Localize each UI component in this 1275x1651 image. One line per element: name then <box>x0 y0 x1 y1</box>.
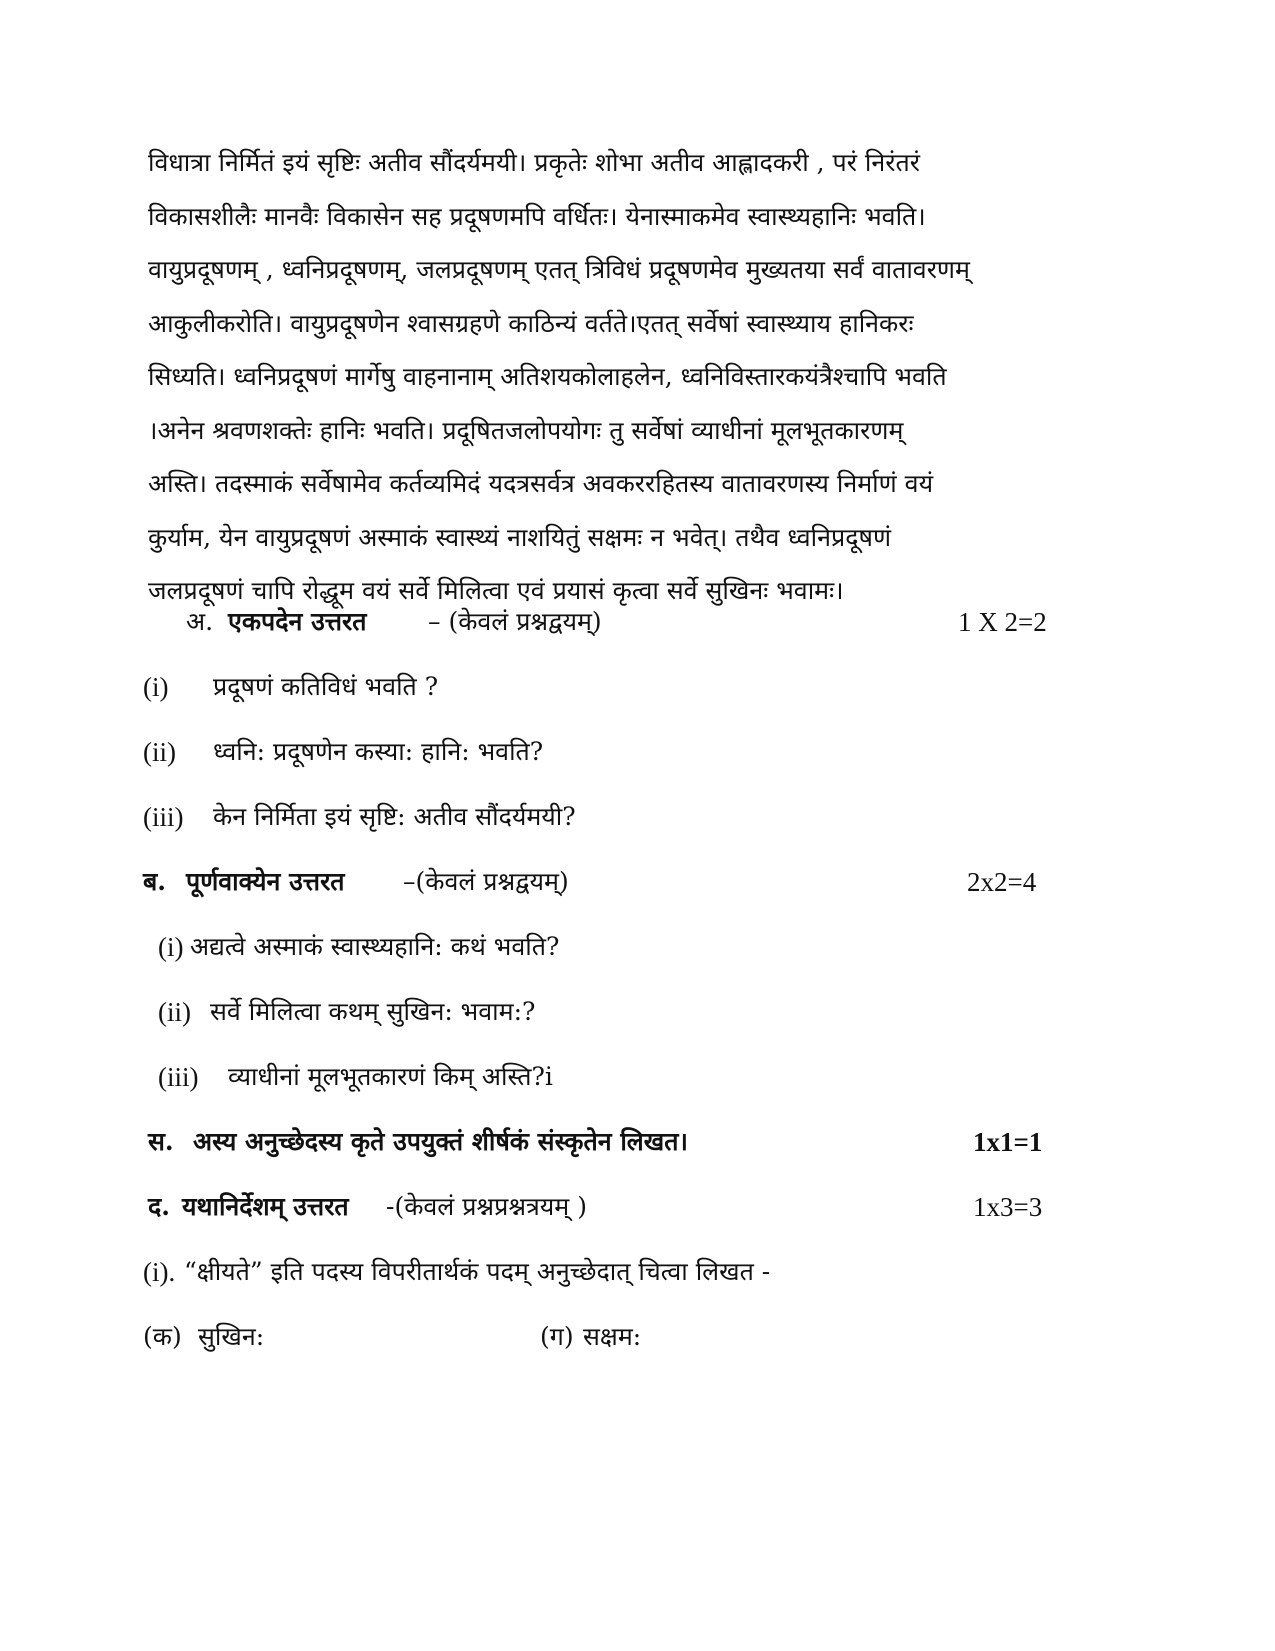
section-c-marks: 1x1=1 <box>973 1127 1043 1157</box>
section-d-note: -(केवलं प्रश्नप्रश्नत्रयम् ) <box>386 1192 587 1221</box>
question-item <box>0 990 1275 1034</box>
question-number: (i) <box>143 672 169 702</box>
section-a-prefix: अ. <box>186 607 214 636</box>
options-row <box>0 1315 1275 1359</box>
passage-line: अस्ति। तदस्माकं सर्वेषामेव कर्तव्यमिदं यदत्रसर्वत्र अवकररहितस्य वातावरणस्य निर्माणं वयं <box>148 469 934 498</box>
section-d-title: यथानिर्देशम् उत्तरत <box>182 1192 349 1221</box>
section-c-title: अस्य अनुच्छेदस्य कृते उपयुक्तं शीर्षकं संस्कृतेन लिखत। <box>193 1127 688 1156</box>
question-text: ध्वनि: प्रदूषणेन कस्या: हानि: भवति? <box>213 737 544 766</box>
option-text: सुखिन: <box>198 1322 265 1351</box>
question-item <box>0 1250 1275 1294</box>
section-d-heading <box>0 1185 1275 1229</box>
question-number: (i) <box>158 932 184 962</box>
question-item <box>0 665 1275 709</box>
section-d-prefix: द. <box>148 1192 170 1221</box>
passage-line: आकुलीकरोति। वायुप्रदूषणेन श्वासग्रहणे काठिन्यं वर्तते।एतत् सर्वेषां स्वास्थ्याय हानिकरः <box>148 308 914 338</box>
question-text: केन निर्मिता इयं सृष्टि: अतीव सौंदर्यमयी? <box>213 802 576 831</box>
option-label: (ग) <box>540 1322 574 1351</box>
section-d-marks: 1x3=3 <box>973 1192 1043 1222</box>
question-item <box>0 925 1275 969</box>
passage <box>148 143 1123 625</box>
passage-line: विधात्रा निर्मितं इयं सृष्टिः अतीव सौंदर्यमयी। प्रकृतेः शोभा अतीव आह्लादकरी , परं निरंतरं <box>148 148 920 177</box>
question-number: (iii) <box>143 802 184 832</box>
section-a-marks: 1 X 2=2 <box>958 607 1047 637</box>
question-number: (i). <box>143 1257 176 1287</box>
passage-line: ।अनेन श्रवणशक्तेः हानिः भवति। प्रदूषितजलोपयोगः तु सर्वेषां व्याधीनां मूलभूतकारणम् <box>148 415 904 445</box>
passage-line: विकासशीलैः मानवैः विकासेन सह प्रदूषणमपि वर्धितः। येनास्माकमेव स्वास्थ्यहानिः भवति। <box>148 201 926 231</box>
question-item <box>0 730 1275 774</box>
section-a-note: – (केवलं प्रश्नद्वयम्) <box>428 607 602 636</box>
question-text: प्रदूषणं कतिविधं भवति ? <box>213 672 439 701</box>
passage-line: जलप्रदूषणं चापि रोद्धूम वयं सर्वे मिलित्वा एवं प्रयासं कृत्वा सर्वे सुखिनः भवामः। <box>148 576 844 605</box>
question-number: (ii) <box>143 737 176 767</box>
section-b-note: –(केवलं प्रश्नद्वयम्) <box>403 867 569 896</box>
question-text: व्याधीनां मूलभूतकारणं किम् अस्ति?i <box>228 1062 553 1091</box>
section-b-marks: 2x2=4 <box>967 867 1037 897</box>
question-text: सर्वे मिलित्वा कथम् सुखिन: भवाम:? <box>210 997 536 1026</box>
section-c-heading <box>0 1120 1275 1164</box>
question-number: (ii) <box>158 997 191 1027</box>
section-b-prefix: ब. <box>143 867 166 896</box>
section-a-heading <box>0 600 1275 644</box>
question-text: अद्यत्वे अस्माकं स्वास्थ्यहानि: कथं भवति? <box>190 932 560 961</box>
section-b-title: पूर्णवाक्येन उत्तरत <box>186 867 345 896</box>
section-a-title: एकपदेन उत्तरत <box>228 607 367 636</box>
section-b-heading <box>0 860 1275 904</box>
question-text: “क्षीयते” इति पदस्य विपरीतार्थकं पदम् अनुच्छेदात् चित्वा लिखत - <box>184 1257 771 1286</box>
passage-line: सिध्यति। ध्वनिप्रदूषणं मार्गेषु वाहनानाम् अतिशयकोलाहलेन, ध्वनिविस्तारकयंत्रैश्चापि भवति <box>148 362 947 391</box>
option-label: (क) <box>143 1322 182 1351</box>
question-item <box>0 1055 1275 1099</box>
passage-line: कुर्याम, येन वायुप्रदूषणं अस्माकं स्वास्थ्यं नाशयितुं सक्षमः न भवेत्। तथैव ध्वनिप्रदूषणं <box>148 522 892 552</box>
question-item <box>0 795 1275 839</box>
question-number: (iii) <box>158 1062 199 1092</box>
option-text: सक्षम: <box>583 1322 642 1351</box>
section-c-prefix: स. <box>148 1127 174 1156</box>
passage-line: वायुप्रदूषणम् , ध्वनिप्रदूषणम्, जलप्रदूषणम् एतत् त्रिविधं प्रदूषणमेव मुख्यतया सर्वं वातावरणम् <box>148 255 970 284</box>
